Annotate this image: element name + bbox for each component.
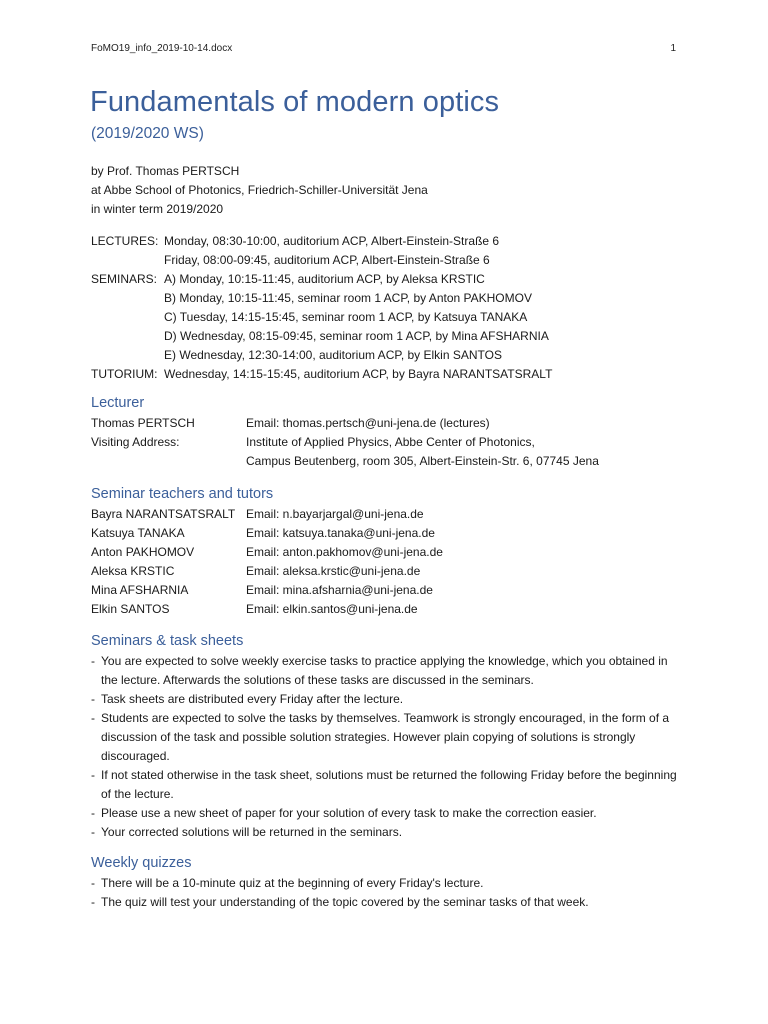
schedule-value: Friday, 08:00-09:45, auditorium ACP, Albert-Einstein-Straße 6 <box>164 253 490 267</box>
schedule-label <box>91 327 164 346</box>
list-item <box>91 690 681 709</box>
tutor-row <box>91 581 691 600</box>
tutor-row <box>91 562 691 581</box>
schedule-label <box>91 346 164 365</box>
schedule-row <box>91 308 691 327</box>
byline-institution: at Abbe School of Photonics, Friedrich-Schiller-Universität Jena <box>91 183 428 197</box>
tutor-email: Email: n.bayarjargal@uni-jena.de <box>246 507 424 521</box>
list-item-text: Your corrected solutions will be returned in the seminars. <box>101 825 403 839</box>
tutor-row <box>91 600 691 619</box>
seminars-heading: Seminars & task sheets <box>91 633 244 649</box>
schedule-value: C) Tuesday, 14:15-15:45, seminar room 1 ACP, by Katsuya TANAKA <box>164 310 528 324</box>
lecturer-value: Institute of Applied Physics, Abbe Center of Photonics, <box>246 435 535 449</box>
tutor-email: Email: aleksa.krstic@uni-jena.de <box>246 564 421 578</box>
list-item <box>91 804 681 823</box>
schedule-row <box>91 365 691 384</box>
byline-term: in winter term 2019/2020 <box>91 202 224 216</box>
bullet-dash: - <box>91 711 95 725</box>
schedule-value: B) Monday, 10:15-11:45, seminar room 1 ACP, by Anton PAKHOMOV <box>164 291 532 305</box>
quizzes-list <box>91 874 681 912</box>
tutor-name: Mina AFSHARNIA <box>91 583 189 597</box>
tutors-table <box>91 505 691 619</box>
list-item-text: You are expected to solve weekly exercise tasks to practice applying the knowledge, which you obtained in the lecture. Afterwards the solutions of these tasks are discussed in the seminars. <box>101 654 668 687</box>
tutor-email: Email: mina.afsharnia@uni-jena.de <box>246 583 433 597</box>
schedule-row <box>91 289 691 308</box>
lecturer-row <box>91 433 691 452</box>
list-item <box>91 766 681 804</box>
lecturer-heading: Lecturer <box>91 395 145 411</box>
schedule-row <box>91 270 691 289</box>
schedule-value: E) Wednesday, 12:30-14:00, auditorium ACP, by Elkin SANTOS <box>164 348 502 362</box>
tutor-email: Email: anton.pakhomov@uni-jena.de <box>246 545 443 559</box>
list-item-text: If not stated otherwise in the task sheet, solutions must be returned the following Friday before the beginning of the lecture. <box>101 768 677 801</box>
lecturer-label: Thomas PERTSCH <box>91 416 195 430</box>
lecturer-label <box>91 452 246 471</box>
tutor-row <box>91 543 691 562</box>
schedule-table <box>91 232 691 384</box>
tutor-email: Email: elkin.santos@uni-jena.de <box>246 602 418 616</box>
schedule-value: D) Wednesday, 08:15-09:45, seminar room 1 ACP, by Mina AFSHARNIA <box>164 329 549 343</box>
tutor-name: Katsuya TANAKA <box>91 526 185 540</box>
tutor-name: Bayra NARANTSATSRALT <box>91 507 236 521</box>
lecturer-value: Email: thomas.pertsch@uni-jena.de (lectures) <box>246 416 490 430</box>
document-subtitle: (2019/2020 WS) <box>91 125 204 142</box>
tutors-heading: Seminar teachers and tutors <box>91 486 274 502</box>
byline <box>91 162 691 219</box>
seminars-list <box>91 652 681 842</box>
list-item <box>91 652 681 690</box>
schedule-value: Monday, 08:30-10:00, auditorium ACP, Albert-Einstein-Straße 6 <box>164 234 500 248</box>
schedule-label <box>91 289 164 308</box>
list-item <box>91 823 681 842</box>
bullet-dash: - <box>91 654 95 668</box>
schedule-row <box>91 251 691 270</box>
tutor-row <box>91 524 691 543</box>
bullet-dash: - <box>91 768 95 782</box>
document-title: Fundamentals of modern optics <box>90 86 500 118</box>
header-page-number: 1 <box>670 43 676 54</box>
schedule-label: TUTORIUM: <box>91 367 158 381</box>
schedule-label: SEMINARS: <box>91 272 158 286</box>
header-filename: FoMO19_info_2019-10-14.docx <box>91 43 233 54</box>
schedule-label <box>91 251 164 270</box>
list-item-text: Please use a new sheet of paper for your solution of every task to make the correction easier. <box>101 806 597 820</box>
schedule-label <box>91 308 164 327</box>
lecturer-table <box>91 414 691 471</box>
quizzes-heading: Weekly quizzes <box>91 855 192 871</box>
tutor-row <box>91 505 691 524</box>
schedule-value: A) Monday, 10:15-11:45, auditorium ACP, by Aleksa KRSTIC <box>164 272 485 286</box>
tutor-name: Anton PAKHOMOV <box>91 545 195 559</box>
lecturer-label: Visiting Address: <box>91 435 180 449</box>
list-item <box>91 893 681 912</box>
schedule-label: LECTURES: <box>91 234 159 248</box>
bullet-dash: - <box>91 825 95 839</box>
tutor-name: Aleksa KRSTIC <box>91 564 175 578</box>
lecturer-value: Campus Beutenberg, room 305, Albert-Einstein-Str. 6, 07745 Jena <box>246 454 599 468</box>
schedule-row <box>91 232 691 251</box>
schedule-row <box>91 327 691 346</box>
tutor-email: Email: katsuya.tanaka@uni-jena.de <box>246 526 435 540</box>
byline-author: by Prof. Thomas PERTSCH <box>91 164 240 178</box>
page-header <box>91 43 676 54</box>
list-item-text: Students are expected to solve the tasks by themselves. Teamwork is strongly encouraged, in the form of a discussion of the task and possible solution strategies. However plain copying of solutions is strongly discouraged. <box>101 711 670 763</box>
list-item-text: Task sheets are distributed every Friday after the lecture. <box>101 692 404 706</box>
bullet-dash: - <box>91 806 95 820</box>
list-item <box>91 709 681 766</box>
lecturer-row <box>91 452 691 471</box>
list-item-text: There will be a 10-minute quiz at the beginning of every Friday's lecture. <box>101 876 484 890</box>
schedule-value: Wednesday, 14:15-15:45, auditorium ACP, by Bayra NARANTSATSRALT <box>164 367 553 381</box>
schedule-row <box>91 346 691 365</box>
bullet-dash: - <box>91 895 95 909</box>
list-item <box>91 874 681 893</box>
bullet-dash: - <box>91 692 95 706</box>
list-item-text: The quiz will test your understanding of the topic covered by the seminar tasks of that week. <box>101 895 589 909</box>
tutor-name: Elkin SANTOS <box>91 602 170 616</box>
bullet-dash: - <box>91 876 95 890</box>
lecturer-row <box>91 414 691 433</box>
